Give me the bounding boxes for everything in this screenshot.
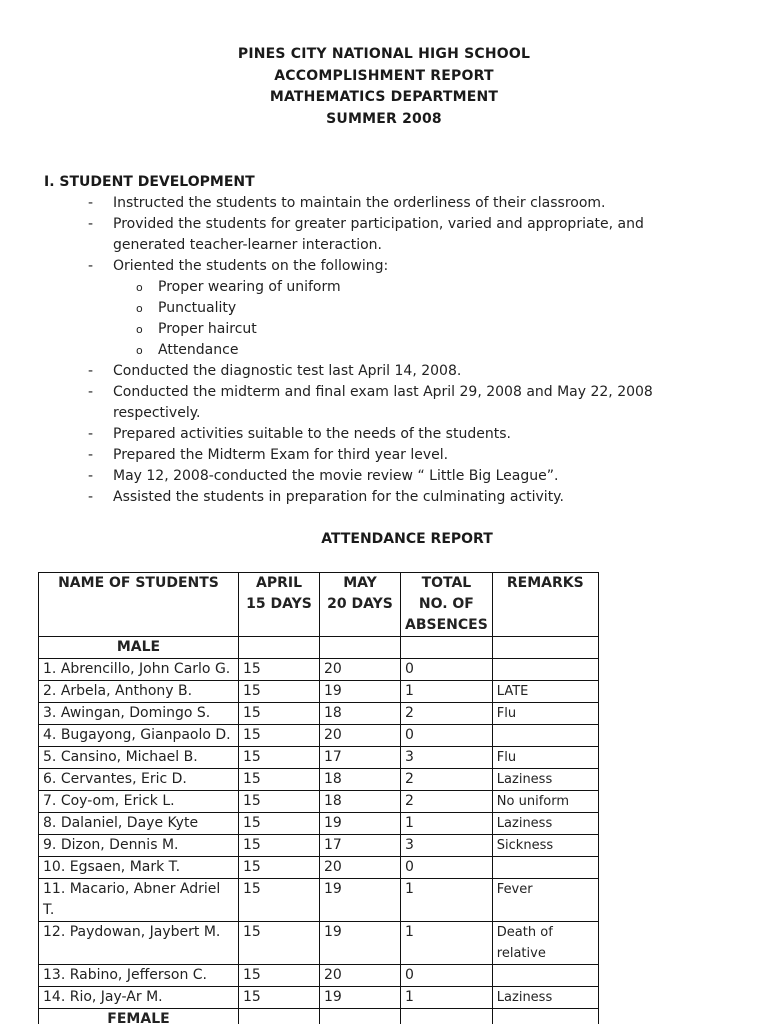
remarks-cell: Flu xyxy=(492,747,598,769)
remarks-cell: Flu xyxy=(492,703,598,725)
bullet-text: Instructed the students to maintain the orderliness of their classroom. xyxy=(113,195,606,211)
remarks-cell xyxy=(492,659,598,681)
row-number: 14. xyxy=(43,989,70,1005)
sub-bullet-marker: o xyxy=(136,302,143,315)
sub-bullet-text: Attendance xyxy=(158,342,239,358)
department-name: MATHEMATICS DEPARTMENT xyxy=(269,89,499,105)
header-remarks xyxy=(492,573,598,637)
total-absences-cell: 1 xyxy=(401,879,493,922)
student-name: Rio, Jay-Ar M. xyxy=(69,989,163,1005)
student-name: Abrencillo, John Carlo G. xyxy=(60,661,231,677)
sub-bullet-marker: o xyxy=(136,344,143,357)
sub-bullet-marker: o xyxy=(136,281,143,294)
may-days-cell: 17 xyxy=(320,835,401,857)
may-days-cell: 19 xyxy=(320,922,401,965)
header-total-absences xyxy=(401,573,493,637)
may-days-cell: 18 xyxy=(320,703,401,725)
april-days-cell: 15 xyxy=(239,922,320,965)
bullet-item xyxy=(88,466,673,487)
report-title: ACCOMPLISHMENT REPORT xyxy=(274,67,494,84)
row-number: 12. xyxy=(43,924,70,940)
report-heading xyxy=(0,44,768,130)
total-absences-cell: 2 xyxy=(401,703,493,725)
sub-bullet-item xyxy=(88,298,673,319)
april-days-cell: 15 xyxy=(239,703,320,725)
student-name-cell xyxy=(39,791,239,813)
bullet-item xyxy=(88,382,673,424)
empty-cell xyxy=(320,637,401,659)
header-name-of-students xyxy=(39,573,239,637)
sub-bullet-text: Proper haircut xyxy=(158,321,257,337)
april-days-cell: 15 xyxy=(239,681,320,703)
student-name: Coy-om, Erick L. xyxy=(60,793,175,809)
student-name: Arbela, Anthony B. xyxy=(60,683,193,699)
sub-bullet-list xyxy=(88,277,673,361)
april-days-cell: 15 xyxy=(239,879,320,922)
bullet-marker: - xyxy=(88,468,94,484)
table-row xyxy=(39,835,599,857)
group-row-male xyxy=(39,637,599,659)
may-days-cell: 20 xyxy=(320,857,401,879)
header-may-month: MAY xyxy=(343,575,377,591)
april-days-cell: 15 xyxy=(239,659,320,681)
attendance-report-title: ATTENDANCE REPORT xyxy=(321,531,493,547)
bullet-text: Oriented the students on the following: xyxy=(113,258,389,274)
header-may xyxy=(320,573,401,637)
sub-bullet-item xyxy=(88,277,673,298)
bullet-text: Prepared activities suitable to the needs of the students. xyxy=(113,426,511,442)
student-name-cell xyxy=(39,769,239,791)
table-row xyxy=(39,879,599,922)
student-name-cell xyxy=(39,747,239,769)
student-name-cell xyxy=(39,725,239,747)
table-row xyxy=(39,725,599,747)
bullet-item xyxy=(88,424,673,445)
remarks-cell: Fever xyxy=(492,879,598,922)
remarks-cell: Death of relative xyxy=(492,922,598,965)
table-row xyxy=(39,681,599,703)
header-april xyxy=(239,573,320,637)
student-name-cell xyxy=(39,965,239,987)
header-total-line3: ABSENCES xyxy=(405,617,488,633)
may-days-cell: 18 xyxy=(320,791,401,813)
total-absences-cell: 3 xyxy=(401,835,493,857)
april-days-cell: 15 xyxy=(239,835,320,857)
total-absences-cell: 1 xyxy=(401,813,493,835)
table-row xyxy=(39,965,599,987)
april-days-cell: 15 xyxy=(239,725,320,747)
row-number: 13. xyxy=(43,967,70,983)
bullet-item xyxy=(88,256,673,277)
student-name-cell xyxy=(39,879,239,922)
row-number: 3. xyxy=(43,705,61,721)
header-remarks-text: REMARKS xyxy=(506,575,584,591)
section-title-student-development: I. STUDENT DEVELOPMENT xyxy=(44,174,255,190)
header-name-text: NAME OF STUDENTS xyxy=(58,575,219,591)
row-number: 4. xyxy=(43,727,61,743)
bullet-item xyxy=(88,214,673,256)
bullet-marker: - xyxy=(88,258,94,274)
bullet-marker: - xyxy=(88,489,94,505)
attendance-table xyxy=(38,572,599,1024)
may-days-cell: 20 xyxy=(320,725,401,747)
row-number: 6. xyxy=(43,771,61,787)
table-row xyxy=(39,747,599,769)
remarks-cell: No uniform xyxy=(492,791,598,813)
sub-bullet-item xyxy=(88,319,673,340)
may-days-cell: 18 xyxy=(320,769,401,791)
remarks-cell xyxy=(492,725,598,747)
student-name-cell xyxy=(39,813,239,835)
bullet-text: May 12, 2008-conducted the movie review “ Little Big League”. xyxy=(113,468,559,484)
student-name: Awingan, Domingo S. xyxy=(60,705,211,721)
row-number: 8. xyxy=(43,815,61,831)
may-days-cell: 19 xyxy=(320,681,401,703)
april-days-cell: 15 xyxy=(239,965,320,987)
empty-cell xyxy=(401,637,493,659)
header-total-line1: TOTAL xyxy=(421,575,472,591)
empty-cell xyxy=(320,1009,401,1024)
header-total-line2: NO. OF xyxy=(418,596,474,612)
row-number: 11. xyxy=(43,881,70,897)
table-row xyxy=(39,703,599,725)
bullet-text: Provided the students for greater participation, varied and appropriate, and generated teacher-learner interaction. xyxy=(113,216,644,253)
student-name: Bugayong, Gianpaolo D. xyxy=(60,727,231,743)
total-absences-cell: 0 xyxy=(401,965,493,987)
student-name: Cansino, Michael B. xyxy=(60,749,198,765)
header-april-days: 15 DAYS xyxy=(246,596,312,612)
student-name: Paydowan, Jaybert M. xyxy=(69,924,221,940)
april-days-cell: 15 xyxy=(239,769,320,791)
total-absences-cell: 2 xyxy=(401,769,493,791)
table-row xyxy=(39,659,599,681)
student-name-cell xyxy=(39,659,239,681)
sub-bullet-text: Proper wearing of uniform xyxy=(158,279,341,295)
table-row xyxy=(39,769,599,791)
group-label-female: FEMALE xyxy=(39,1009,239,1024)
total-absences-cell: 0 xyxy=(401,725,493,747)
april-days-cell: 15 xyxy=(239,791,320,813)
remarks-cell: Laziness xyxy=(492,987,598,1009)
sub-bullet-marker: o xyxy=(136,323,143,336)
school-name: PINES CITY NATIONAL HIGH SCHOOL xyxy=(237,46,531,62)
empty-cell xyxy=(239,637,320,659)
student-name-cell xyxy=(39,922,239,965)
row-number: 10. xyxy=(43,859,70,875)
total-absences-cell: 3 xyxy=(401,747,493,769)
student-name-cell xyxy=(39,857,239,879)
report-term: SUMMER 2008 xyxy=(326,110,442,127)
sub-bullet-item xyxy=(88,340,673,361)
remarks-cell xyxy=(492,857,598,879)
group-row-female xyxy=(39,1009,599,1024)
remarks-cell: Sickness xyxy=(492,835,598,857)
remarks-cell: Laziness xyxy=(492,813,598,835)
row-number: 9. xyxy=(43,837,61,853)
table-row xyxy=(39,857,599,879)
student-name-cell xyxy=(39,681,239,703)
may-days-cell: 20 xyxy=(320,659,401,681)
bullet-text: Conducted the midterm and final exam last April 29, 2008 and May 22, 2008 respectively. xyxy=(113,384,653,421)
bullet-marker: - xyxy=(88,447,94,463)
may-days-cell: 17 xyxy=(320,747,401,769)
student-name: Cervantes, Eric D. xyxy=(60,771,187,787)
total-absences-cell: 1 xyxy=(401,922,493,965)
bullet-text: Assisted the students in preparation for the culminating activity. xyxy=(113,489,564,505)
table-row xyxy=(39,791,599,813)
row-number: 5. xyxy=(43,749,61,765)
empty-cell xyxy=(492,637,598,659)
group-label-male: MALE xyxy=(39,637,239,659)
bullet-item xyxy=(88,487,673,508)
bullet-item xyxy=(88,445,673,466)
student-name-cell xyxy=(39,703,239,725)
row-number: 7. xyxy=(43,793,61,809)
student-name: Dizon, Dennis M. xyxy=(60,837,179,853)
bullet-item xyxy=(88,361,673,382)
remarks-cell: Laziness xyxy=(492,769,598,791)
sub-bullet-text: Punctuality xyxy=(158,300,237,316)
total-absences-cell: 1 xyxy=(401,987,493,1009)
row-number: 2. xyxy=(43,683,61,699)
student-name: Rabino, Jefferson C. xyxy=(69,967,207,983)
attendance-header-row xyxy=(39,573,599,637)
remarks-cell xyxy=(492,965,598,987)
student-name-cell xyxy=(39,835,239,857)
table-row xyxy=(39,922,599,965)
student-name: Egsaen, Mark T. xyxy=(69,859,181,875)
bullet-item xyxy=(88,193,673,214)
header-may-days: 20 DAYS xyxy=(327,596,393,612)
april-days-cell: 15 xyxy=(239,987,320,1009)
bullet-text: Prepared the Midterm Exam for third year level. xyxy=(113,447,449,463)
may-days-cell: 19 xyxy=(320,813,401,835)
row-number: 1. xyxy=(43,661,61,677)
empty-cell xyxy=(239,1009,320,1024)
bullet-marker: - xyxy=(88,426,94,442)
may-days-cell: 20 xyxy=(320,965,401,987)
table-row xyxy=(39,813,599,835)
bullet-text: Conducted the diagnostic test last April 14, 2008. xyxy=(113,363,462,379)
bullet-marker: - xyxy=(88,216,94,232)
student-name-cell xyxy=(39,987,239,1009)
total-absences-cell: 0 xyxy=(401,857,493,879)
table-row xyxy=(39,987,599,1009)
student-name: Macario, Abner Adriel T. xyxy=(43,881,221,918)
may-days-cell: 19 xyxy=(320,879,401,922)
bullet-marker: - xyxy=(88,195,94,211)
april-days-cell: 15 xyxy=(239,747,320,769)
empty-cell xyxy=(401,1009,493,1024)
april-days-cell: 15 xyxy=(239,857,320,879)
total-absences-cell: 2 xyxy=(401,791,493,813)
student-development-list xyxy=(88,193,673,508)
total-absences-cell: 1 xyxy=(401,681,493,703)
april-days-cell: 15 xyxy=(239,813,320,835)
bullet-marker: - xyxy=(88,384,94,400)
header-april-month: APRIL xyxy=(255,575,302,591)
remarks-cell: LATE xyxy=(492,681,598,703)
student-name: Dalaniel, Daye Kyte xyxy=(60,815,199,831)
empty-cell xyxy=(492,1009,598,1024)
may-days-cell: 19 xyxy=(320,987,401,1009)
total-absences-cell: 0 xyxy=(401,659,493,681)
bullet-marker: - xyxy=(88,363,94,379)
